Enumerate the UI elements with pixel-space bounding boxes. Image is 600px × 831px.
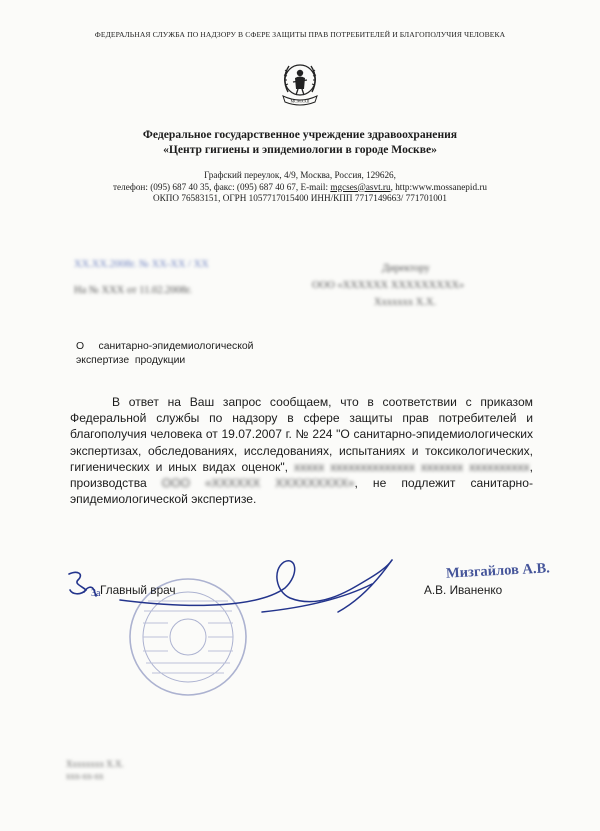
contacts-line: телефон: (095) 687 40 35, факс: (095) 687 40 67, E-mail: mgcses@asvt.ru, http:www.mossanepid.ru bbox=[113, 181, 487, 192]
email-link[interactable]: mgcses@asvt.ru bbox=[330, 181, 391, 192]
signature-position: Главный врач bbox=[100, 583, 176, 597]
incoming-reference: На № ХХХ от 11.02.2008г. bbox=[74, 285, 192, 296]
executor-info bbox=[66, 758, 124, 782]
emblem-year: MCMXXII bbox=[290, 98, 310, 104]
address-line: Графский переулок, 4/9, Москва, Россия, 129626, bbox=[204, 170, 396, 180]
signature-name: А.В. Иваненко bbox=[424, 583, 503, 597]
addressee-company: ООО «ХХХХХХ ХХХХХХХХХ» bbox=[312, 280, 465, 291]
subject-line-1: О санитарно-эпидемиологической bbox=[76, 341, 254, 352]
institution-line-2: «Центр гигиены и эпидемиологии в городе Москве» bbox=[163, 143, 437, 156]
subject-line-2: экспертизе продукции bbox=[76, 355, 186, 366]
website-link[interactable]: www.mossanepid.ru bbox=[412, 181, 487, 192]
outgoing-number: ХХ.ХХ.2008г. № ХХ-ХХ / ХХ bbox=[74, 259, 209, 270]
handwritten-mark: За bbox=[91, 588, 101, 599]
signature-name-stamp: Мизгайлов А.В. bbox=[445, 560, 551, 582]
codes-line: ОКПО 76583151, ОГРН 1057717015400 ИНН/КПП 7717149663/ 771701001 bbox=[153, 193, 447, 203]
letter-body: В ответ на Ваш запрос сообщаем, что в соответствии с приказом Федеральной службы по надзору в сфере защиты прав потребителей и благополучия человека от 19.07.2007 г. № 224 "О санитарно-эпидемиологических экспертизах, обследованиях, исследованиях, испытаниях и токсикологических, гигиенических и иных видах оценок", ххххх хххххххххххххх ххххххх хххххххххх, производства ООО «ХХХХХХ ХХХХХХХХХ», не подлежит санитарно-эпидемиологической экспертизе. bbox=[70, 395, 533, 507]
addressee-person: Ххххххх Х.Х. bbox=[374, 297, 437, 308]
addressee-title: Директору bbox=[382, 263, 430, 274]
agency-header: ФЕДЕРАЛЬНАЯ СЛУЖБА ПО НАДЗОРУ В СФЕРЕ ЗАЩИТЫ ПРАВ ПОТРЕБИТЕЛЕЙ И БЛАГОПОЛУЧИЯ ЧЕЛОВЕКА bbox=[94, 30, 506, 39]
redacted-product: ххххх хххххххххххххх ххххххх хххххххххх bbox=[294, 459, 530, 474]
executor-name: Хххххххх Х.Х. bbox=[66, 759, 124, 769]
institution-line-1: Федеральное государственное учреждение здравоохранения bbox=[142, 128, 458, 141]
executor-phone: ххх-хх-хх bbox=[66, 771, 104, 781]
redacted-company: ООО «ХХХХХХ ХХХХХХХХХ» bbox=[161, 476, 355, 491]
